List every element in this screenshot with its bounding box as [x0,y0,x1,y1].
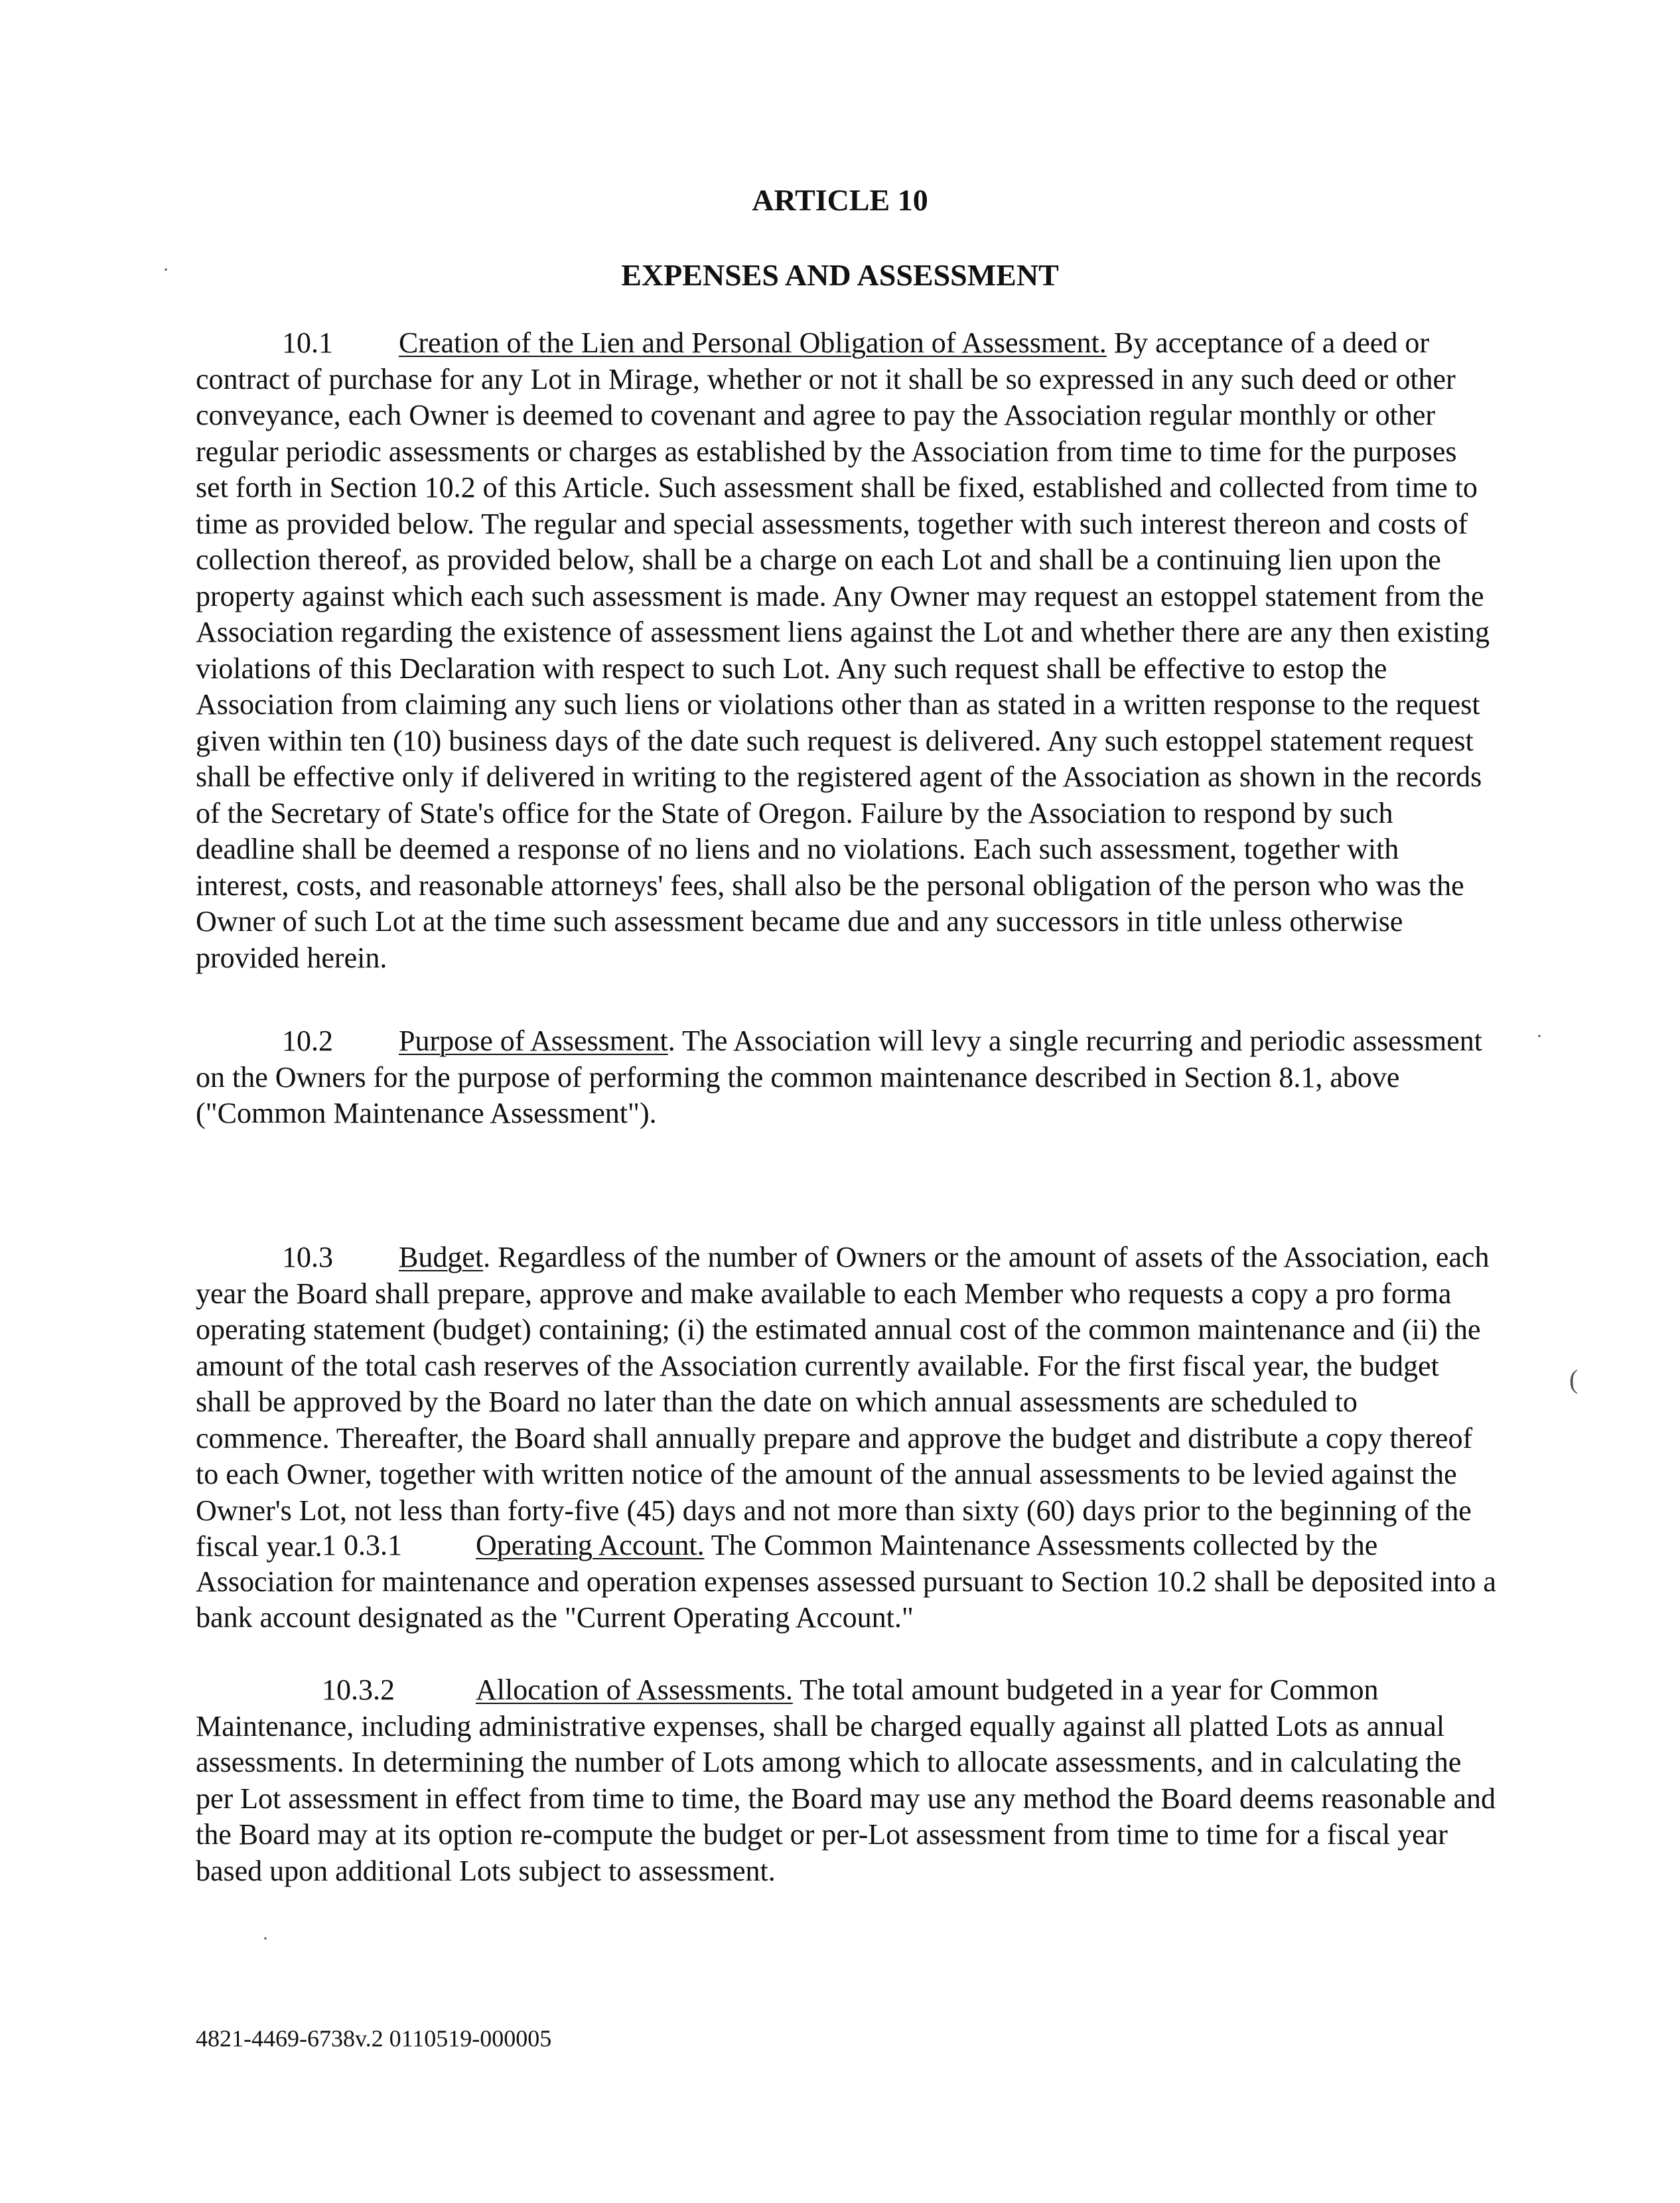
section-heading: Allocation of Assessments. [476,1673,793,1706]
section-number: 10.1 [282,326,333,359]
scan-speck: · [163,259,169,281]
section-body: . The Association will levy a single recurring and periodic assessment on the Owners for the purpose of performing the common maintenance described in Section 8.1, above ("Common Maintenance Assessment"). [196,1025,1483,1129]
scan-mark-paren: ( [1569,1364,1578,1394]
section-heading: Purpose of Assessment [399,1025,668,1057]
section-body: The Common Maintenance Assessments collected by the Association for maintenance and operation expenses assessed pursuant to Section 10.2 shall be deposited into a bank account designated as the "Current Operating Account." [196,1529,1496,1634]
section-10-3 [196,1240,1496,1565]
article-title: ARTICLE 10 [752,183,928,217]
section-number: 10.3.2 [322,1673,395,1706]
scan-speck: · [1536,1025,1543,1047]
section-number: 1 0.3.1 [322,1529,402,1561]
scan-speck: · [262,1928,269,1950]
section-heading: Creation of the Lien and Personal Obligation of Assessment. [399,326,1107,359]
section-10-3-1 [196,1528,1496,1636]
section-number: 10.3 [282,1241,333,1273]
section-number: 10.2 [282,1025,333,1057]
section-10-3-2 [196,1672,1496,1889]
document-id-footer: 4821-4469-6738v.2 0110519-000005 [196,2025,552,2052]
section-heading: Budget [399,1241,484,1273]
section-body: The total amount budgeted in a year for Common Maintenance, including administrative expenses, shall be charged equally against all platted Lots as annual assessments. In determining the number of Lots among which to allocate assessments, and in calculating the per Lot assessment in effect from time to time, the Board may use any method the Board deems reasonable and the Board may at its option re-compute the budget or per-Lot assessment from time to time for a fiscal year based upon additional Lots subject to assessment. [196,1673,1496,1887]
article-subtitle: EXPENSES AND ASSESSMENT [621,258,1059,292]
section-body: . Regardless of the number of Owners or the amount of assets of the Association, each year the Board shall prepare, approve and make available to each Member who requests a copy a pro forma operating statement (budget) containing; (i) the estimated annual cost of the common maintenance and (ii) the amount of the total cash reserves of the Association currently available. For the first fiscal year, the budget shall be approved by the Board no later than the date on which annual assessments are scheduled to commence. Thereafter, the Board shall annually prepare and approve the budget and distribute a copy thereof to each Owner, together with written notice of the amount of the annual assessments to be levied against the Owner's Lot, not less than forty-five (45) days and not more than sixty (60) days prior to the beginning of the fiscal year. [196,1241,1490,1563]
section-heading: Operating Account. [476,1529,705,1561]
section-body: By acceptance of a deed or contract of purchase for any Lot in Mirage, whether or not it shall be so expressed in any such deed or other conveyance, each Owner is deemed to covenant and agree to pay the Association regular monthly or other regular periodic assessments or charges as established by the Association from time to time for the purposes set forth in Section 10.2 of this Article. Such assessment shall be fixed, established and collected from time to time as provided below. The regular and special assessments, together with such interest thereon and costs of collection thereof, as provided below, shall be a charge on each Lot and shall be a continuing lien upon the property against which each such assessment is made. Any Owner may request an estoppel statement from the Association regarding the existence of assessment liens against the Lot and whether there are any then existing violations of this Declaration with respect to such Lot. Any such request shall be effective to estop the Association from claiming any such liens or violations other than as stated in a written response to the request given within ten (10) business days of the date such request is delivered. Any such estoppel statement request shall be effective only if delivered in writing to the registered agent of the Association as shown in the records of the Secretary of State's office for the State of Oregon. Failure by the Association to respond by such deadline shall be deemed a response of no liens and no violations. Each such assessment, together with interest, costs, and reasonable attorneys' fees, shall also be the personal obligation of the person who was the Owner of such Lot at the time such assessment became due and any successors in title unless otherwise provided herein. [196,326,1490,974]
section-10-1 [196,325,1496,976]
section-10-2 [196,1023,1496,1132]
